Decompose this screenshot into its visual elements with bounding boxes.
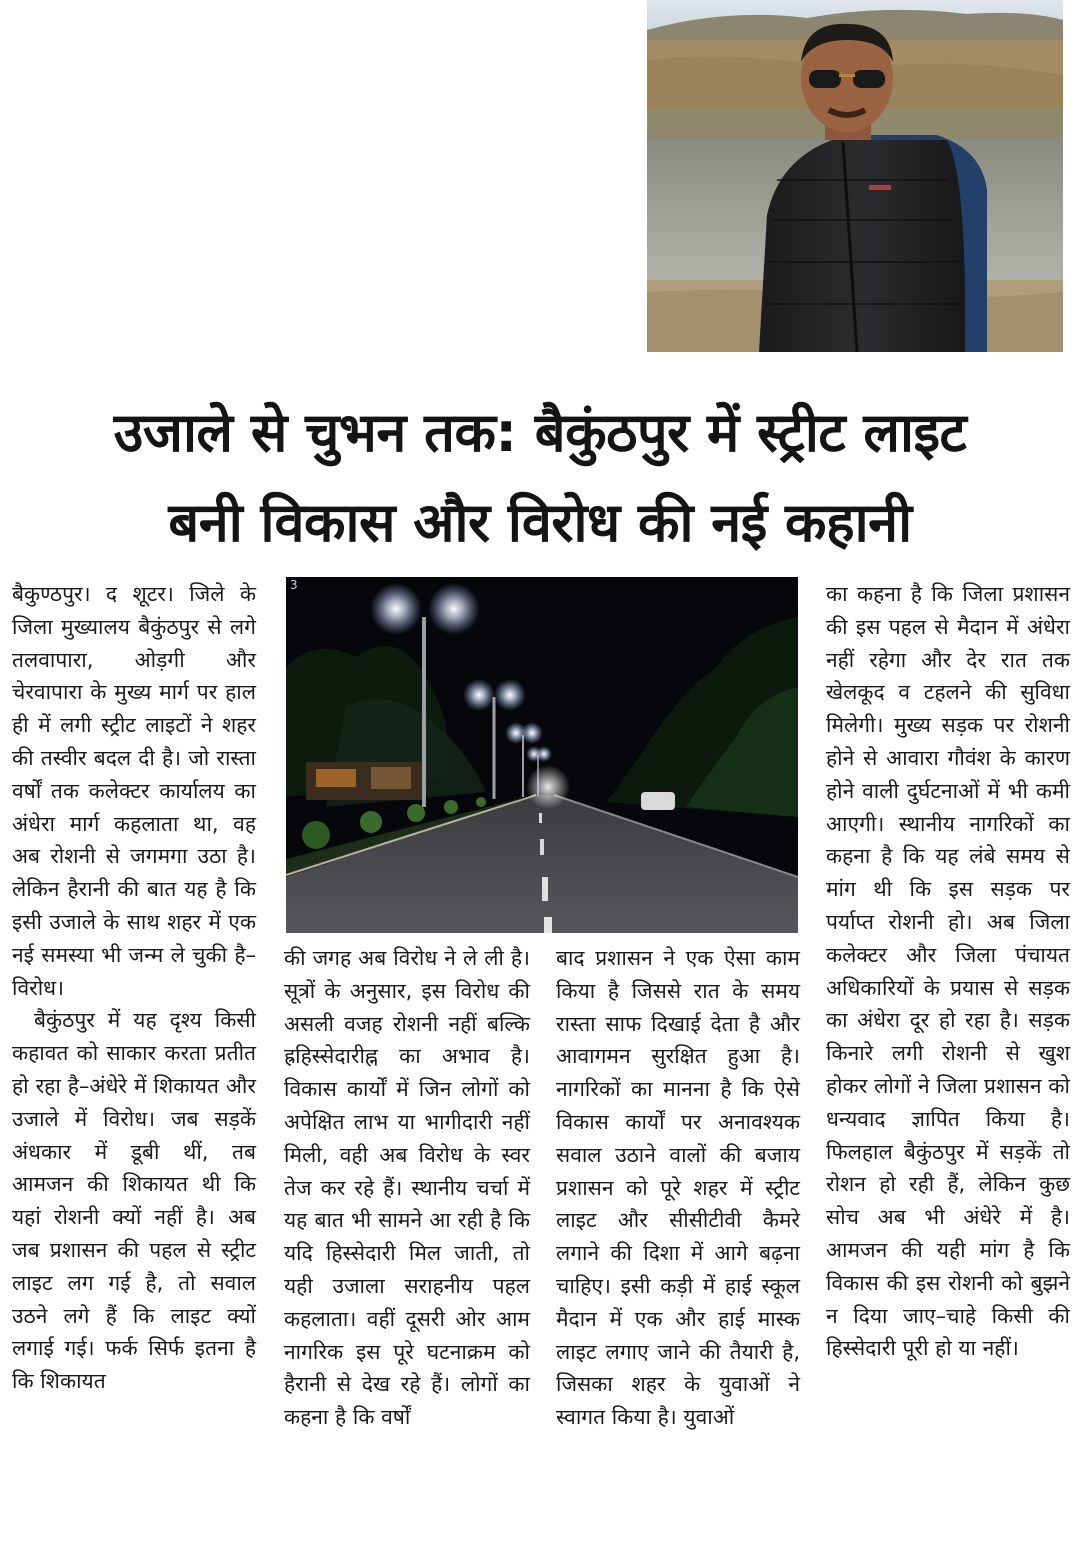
article-column-4 [826,578,1070,1365]
street-light-photo [286,577,798,933]
article-paragraph: बैकुण्ठपुर। द शूटर। जिले के जिला मुख्यालय बैकुंठपुर से लगे तलवापारा, ओड़गी और चेरवापारा के मुख्य मार्ग पर हाल ही में लगी स्ट्रीट लाइटों ने शहर की तस्वीर बदल दी है। जो रास्ता वर्षों तक कलेक्टर कार्यालय का अंधेरा मार्ग कहलाता था, वह अब रोशनी से जगमगा उठा है। लेकिन हैरानी की बात यह है कि इसी उजाले के साथ शहर में एक नई समस्या भी जन्म ले चुकी है–विरोध। [12,582,256,1000]
article-column-1 [12,578,256,1398]
article-column-3 [556,942,800,1434]
headline-line-1: उजाले से चुभन तक: बैकुंठपुर में स्ट्रीट लाइट [113,401,967,464]
portrait-photo [647,0,1063,352]
article-paragraph: की जगह अब विरोध ने ले ली है। सूत्रों के अनुसार, इस विरोध की असली वजह रोशनी नहीं बल्कि ह्रहिस्सेदारीह्न का अभाव है। विकास कार्यों में जिन लोगों को अपेक्षित लाभ या भागीदारी नहीं मिली, वही अब विरोध के स्वर तेज कर रहे हैं। स्थानीय चर्चा में यह बात भी सामने आ रही है कि यदि हिस्सेदारी मिल जाती, तो यही उजाला सराहनीय पहल कहलाता। वहीं दूसरी ओर आम नागरिक इस पूरे घटनाक्रम को हैरानी से देख रहे हैं। लोगों का कहना है कि वर्षों [284,946,530,1430]
headline-line-2: बनी विकास और विरोध की नई कहानी [168,491,912,554]
article-paragraph: बैकुंठपुर में यह दृश्य किसी कहावत को साकार करता प्रतीत हो रहा है–अंधेरे में शिकायत और उजाले में विरोध। जब सड़कें अंधकार में डूबी थीं, तब आमजन की शिकायत थी कि यहां रोशनी क्यों नहीं है। अब जब प्रशासन की पहल से स्ट्रीट लाइट लग गई है, तो सवाल उठने लगे हैं कि लाइट क्यों लगाई गई। फर्क सिर्फ इतना है कि शिकायत [12,1008,256,1394]
article-paragraph: बाद प्रशासन ने एक ऐसा काम किया है जिससे रात के समय रास्ता साफ दिखाई देता है और आवागमन सुरक्षित हुआ है। नागरिकों का मानना है कि ऐसे विकास कार्यों पर अनावश्यक सवाल उठाने वालों की बजाय प्रशासन को पूरे शहर में स्ट्रीट लाइट और सीसीटीवी कैमरे लगाने की दिशा में आगे बढ़ना चाहिए। इसी कड़ी में हाई स्कूल मैदान में एक और हाई मास्क लाइट लगाए जाने की तैयारी है, जिसका शहर के युवाओं ने स्वागत किया है। युवाओं [556,946,800,1430]
article-paragraph: का कहना है कि जिला प्रशासन की इस पहल से मैदान में अंधेरा नहीं रहेगा और देर रात तक खेलकूद व टहलने की सुविधा मिलेगी। मुख्य सड़क पर रोशनी होने से आवारा गौवंश के कारण होने वाली दुर्घटनाओं में भी कमी आएगी। स्थानीय नागरिकों का कहना है कि यह लंबे समय से मांग थी कि इस सड़क पर पर्याप्त रोशनी हो। अब जिला कलेक्टर और जिला पंचायत अधिकारियों के प्रयास से सड़क का अंधेरा दूर हो रहा है। सड़क किनारे लगी रोशनी से खुश होकर लोगों ने जिला प्रशासन को धन्यवाद ज्ञापित किया है। फिलहाल बैकुंठपुर में सड़कें तो रोशन हो रही हैं, लेकिन कुछ सोच अब भी अंधेरे में है। आमजन की यही मांग है कि विकास की इस रोशनी को बुझने न दिया जाए–चाहे किसी की हिस्सेदारी पूरी हो या नहीं। [826,582,1070,1361]
photo-number: 3 [290,578,298,592]
article-column-2 [284,942,530,1434]
headline [0,388,1080,568]
